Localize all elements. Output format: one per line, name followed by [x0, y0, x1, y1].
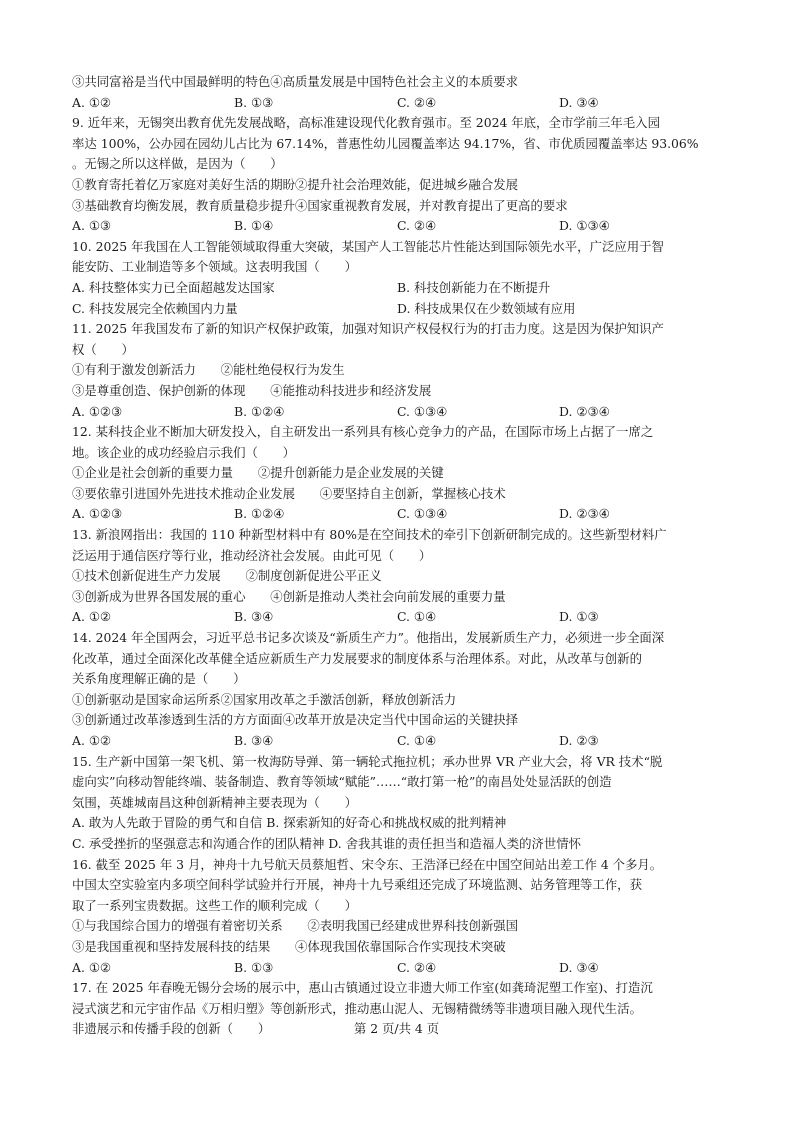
text-line: 気围，英雄城南昌这种创新精神主要表现为（ ）: [72, 794, 357, 810]
answer-option-a: A. ①②: [72, 609, 112, 625]
answer-option-d: D. ①③④: [559, 218, 610, 234]
text-line: 15. 生产新中国第一架飞机、第一枚海防导弹、第一辆轮式拖拉机；承办世界 VR 产业大会，将 VR 技术“脱: [72, 753, 663, 769]
answer-option: D. 科技成果仅在少数领域有应用: [397, 300, 576, 316]
text-line: ③创新通过改革渗透到生活的方方面面④改革开放是决定当代中国命运的关键抉择: [72, 712, 519, 728]
answer-option-c: C. ②④: [397, 959, 437, 975]
answer-option-c: C. ①③④: [397, 403, 448, 419]
text-line: 关系角度理解正确的是（ ）: [72, 671, 246, 687]
text-line: 浸式演艺和元宇宙作品《万相归塑》等创新形式，推动惠山泥人、无锡精微绣等非遗项目融入现代生活。: [72, 1000, 642, 1016]
answer-options-row: [72, 402, 722, 423]
answer-option-c: C. ①④: [397, 609, 437, 625]
text-line: 14. 2024 年全国两会，习近平总书记多次谈及“新质生产力”。他指出，发展新质生产力，必须进一步全面深: [72, 630, 665, 646]
answer-option-d: D. ③④: [559, 959, 599, 975]
answer-option-b: B. ①④: [234, 218, 274, 234]
answer-option-a: A. ①②③: [72, 403, 123, 419]
text-line: ①与我国综合国力的增强有着密切关系 ②表明我国已经建成世界科技创新强国: [72, 918, 519, 934]
answer-option-c: C. ①③④: [397, 506, 448, 522]
text-line: ①教育寄托着亿万家庭对美好生活的期盼②提升社会治理效能，促进城乡融合发展: [72, 176, 519, 192]
answer-option-a: A. ①②: [72, 959, 112, 975]
answer-option-a: A. ①②: [72, 733, 112, 748]
answer-options-row: [72, 299, 722, 320]
page-number-footer: 第 2 页/共 4 页: [353, 1021, 440, 1036]
text-line: ③是尊重创造、保护创新的体现 ④能推动科技进步和经济发展: [72, 382, 432, 398]
text-line: 权（ ）: [72, 341, 134, 357]
answer-options-row: [72, 607, 722, 628]
text-line: 11. 2025 年我国发布了新的知识产权保护政策，加强对知识产权侵权行为的打击力度。这是因为保护知识产: [72, 321, 664, 337]
answer-option-b: B. ①③: [234, 959, 274, 975]
answer-option-b: B. ①②④: [234, 403, 285, 419]
answer-option-a: A. ①②: [72, 94, 112, 110]
text-line: C. 承受挫折的坚强意志和沟通合作的团队精神 D. 舍我其谁的责任担当和造福人类的济世情怀: [72, 835, 582, 851]
text-line: ①有利于激发创新活力 ②能杜绝侵权行为发生: [72, 362, 345, 378]
text-line: 13. 新浪网指出：我国的 110 种新型材料中有 80%是在空间技术的牵引下创新研制完成的。这些新型材料广: [72, 527, 667, 543]
answer-option-c: C. ②④: [397, 94, 437, 110]
text-line: 能安防、工业制造等多个领域。这表明我国（ ）: [72, 259, 357, 275]
text-line: 12. 某科技企业不断加大研发投入，自主研发出一系列具有核心竞争力的产品，在国际市场上占据了一席之: [72, 424, 654, 440]
text-line: 地。该企业的成功经验启示我们（ ）: [72, 444, 296, 460]
text-line: ①企业是社会创新的重要力量 ②提升创新能力是企业发展的关键: [72, 465, 444, 481]
answer-options-row: [72, 731, 722, 752]
answer-options-row: [72, 504, 722, 525]
text-line: ③基础教育均衡发展，教育质量稳步提升④国家重视教育发展，并对教育提出了更高的要求: [72, 197, 568, 213]
answer-options-row: [72, 216, 722, 237]
answer-option-c: C. ②④: [397, 218, 437, 234]
text-line: ③要依靠引进国外先进技术推动企业发展 ④要坚持自主创新，掌握核心技术: [72, 485, 506, 501]
answer-options-row: [72, 278, 722, 299]
answer-options-row: [72, 958, 722, 979]
text-line: ③是我国重视和坚持发展科技的结果 ④体现我国依靠国际合作实现技术突破: [72, 938, 506, 954]
answer-option-b: B. ③④: [234, 609, 274, 625]
text-line: ③共同富裕是当代中国最鲜明的特色④高质量发展是中国特色社会主义的本质要求: [72, 74, 519, 89]
answer-option-b: B. ③④: [234, 733, 274, 748]
answer-option: A. 科技整体实力已全面超越发达国家: [72, 279, 275, 295]
answer-option-d: D. ③④: [559, 94, 599, 110]
answer-option-d: D. ②③: [559, 733, 599, 748]
text-line: 17. 在 2025 年春晚无锡分会场的展示中，惠山古镇通过设立非遗大师工作室(如龚琦泥塑工作室)、打造沉: [72, 980, 653, 996]
answer-option-a: A. ①②③: [72, 506, 123, 522]
text-line: A. 敢为人先敢于冒险的勇气和自信 B. 探索新知的好奇心和挑战权威的批判精神: [72, 815, 507, 831]
exam-page-body: [72, 72, 722, 1040]
answer-options-row: [72, 93, 722, 114]
text-line: 16. 截至 2025 年 3 月，神舟十九号航天员蔡旭哲、宋令东、王浩泽已经在中国空间站出差工作 4 个多月。: [72, 856, 663, 872]
answer-option-b: B. ①②④: [234, 506, 285, 522]
text-line: 泛运用于通信医疗等行业，推动经济社会发展。由此可见（ ）: [72, 547, 432, 563]
answer-option: B. 科技创新能力在不断提升: [397, 279, 551, 295]
text-line: 9. 近年来，无锡突出教育优先发展战略，高标准建设现代化教育强市。至 2024 年底，全市学前三年毛入园: [72, 115, 660, 131]
text-line: 10. 2025 年我国在人工智能领域取得重大突破，某国产人工智能芯片性能达到国际领先水平，广泛应用于智: [72, 238, 664, 254]
text-line: ①技术创新促进生产力发展 ②制度创新促进公平正义: [72, 568, 382, 584]
text-line: 中国太空实验室内多项空间科学试验并行开展，神舟十九号乘组还完成了环境监测、站务管理等工作，获: [72, 877, 642, 893]
text-line: 取了一系列宝贵数据。这些工作的顺利完成（ ）: [72, 897, 357, 913]
answer-option-b: B. ①③: [234, 94, 274, 110]
text-line: 非遗展示和传播手段的创新（ ）: [72, 1021, 271, 1037]
text-line: 。无锡之所以这样做，是因为（ ）: [72, 156, 283, 172]
text-line: 化改革，通过全面深化改革健全适应新质生产力发展要求的制度体系与治理体系。对此，从改革与创新的: [72, 650, 642, 666]
answer-option: C. 科技发展完全依赖国内力量: [72, 300, 238, 316]
answer-option-c: C. ①④: [397, 733, 437, 748]
text-line: 虚向实”向移动智能终端、装备制造、教育等领域“赋能”……“敢打第一枪”的南昌处处显活跃的创造: [72, 774, 612, 790]
answer-option-d: D. ②③④: [559, 403, 610, 419]
text-line: ①创新驱动是国家命运所系②国家用改革之手激活创新，释放创新活力: [72, 691, 457, 707]
text-line: 率达 100%，公办园在园幼儿占比为 67.14%，普惠性幼儿园覆盖率达 94.17%，省、市优质园覆盖率达 93.06%: [72, 135, 699, 151]
answer-option-d: D. ①③: [559, 609, 599, 625]
answer-option-a: A. ①③: [72, 218, 112, 234]
answer-option-d: D. ②③④: [559, 506, 610, 522]
text-line: ③创新成为世界各国发展的重心 ④创新是推动人类社会向前发展的重要力量: [72, 588, 506, 604]
